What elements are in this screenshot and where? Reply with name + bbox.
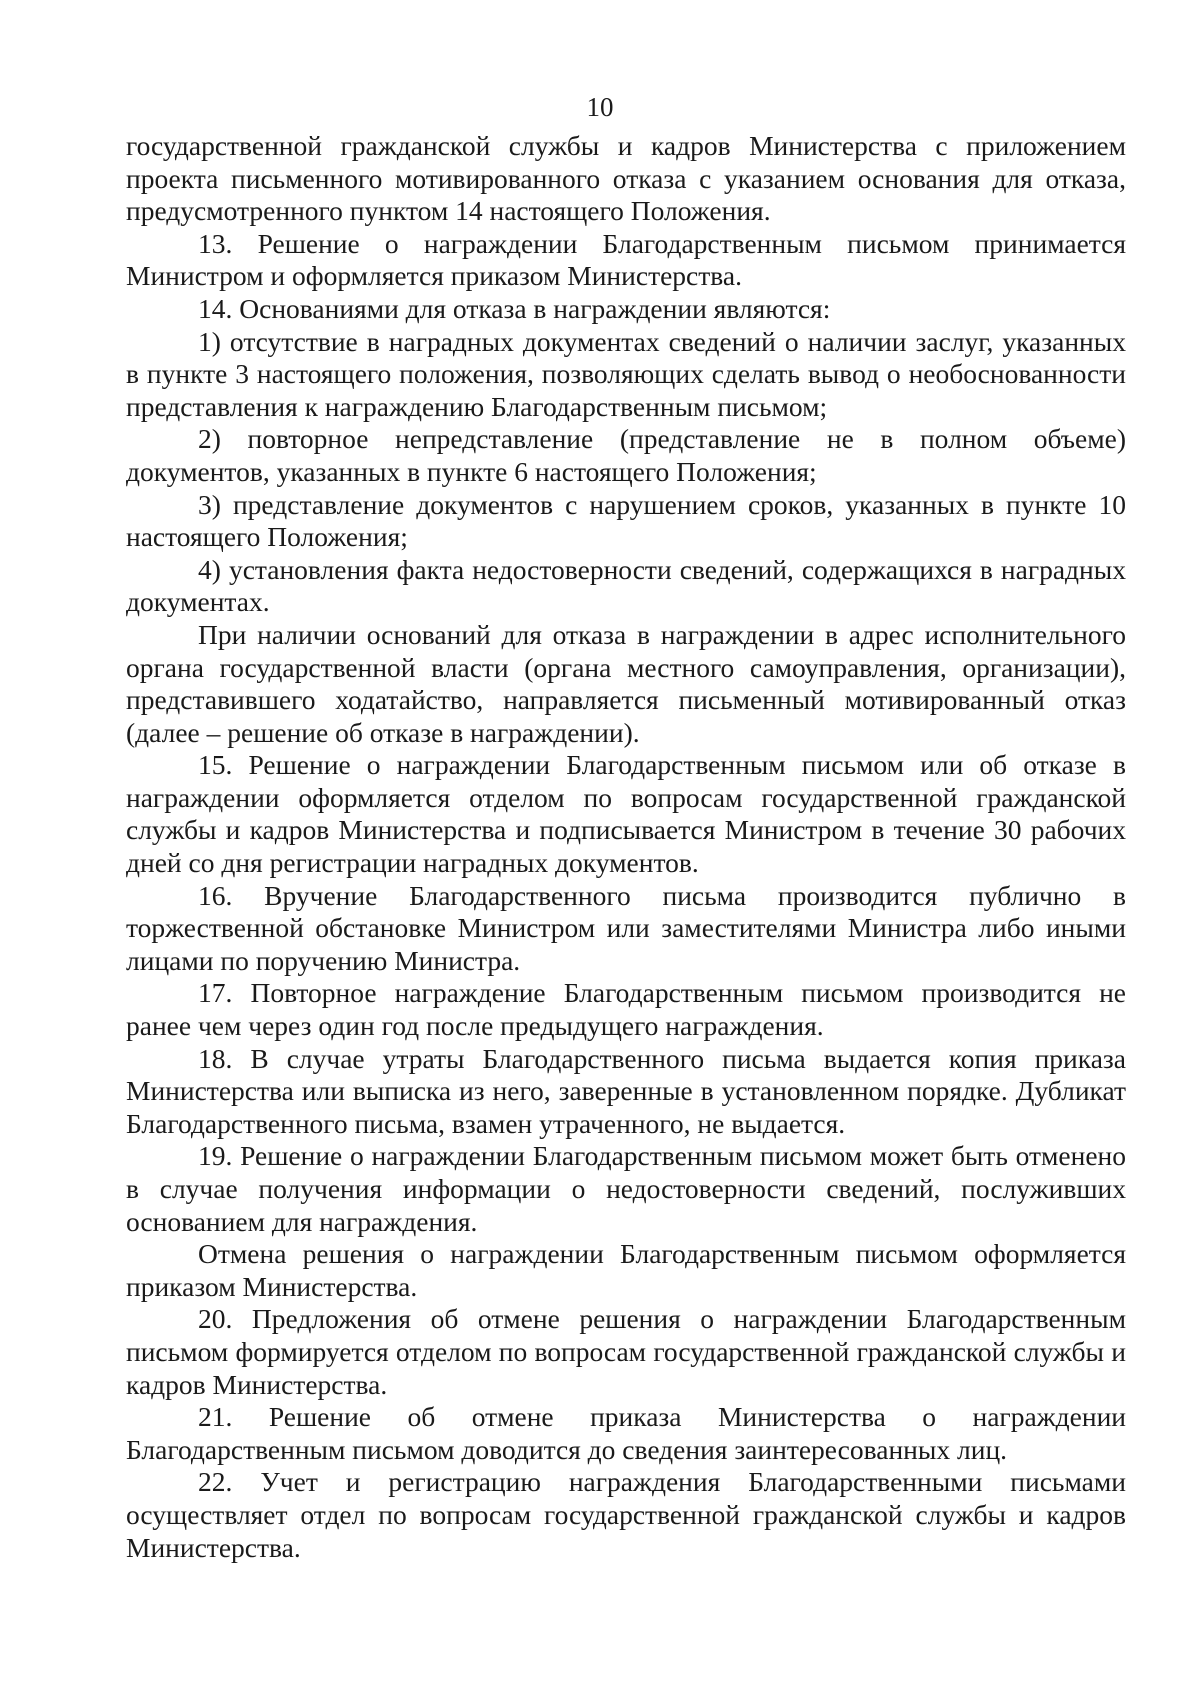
paragraph-18: 18. В случае утраты Благодарственного письма выдается копия приказа Министерства или выписка из него, заверенные в установленном порядке. Дубликат Благодарственного письма, взамен утраченного, не выдается. xyxy=(126,1042,1126,1139)
list-item-14-3: 3) представление документов с нарушением сроков, указанных в пункте 10 настоящего Положения; xyxy=(126,488,1126,553)
paragraph-16: 16. Вручение Благодарственного письма производится публично в торжественной обстановке Министром или заместителями Министра либо иными лицами по поручению Министра. xyxy=(126,879,1126,976)
paragraph-13: 13. Решение о награждении Благодарственным письмом принимается Министром и оформляется приказом Министерства. xyxy=(126,227,1126,292)
paragraph-15: 15. Решение о награждении Благодарственным письмом или об отказе в награждении оформляется отделом по вопросам государственной гражданской службы и кадров Министерства и подписывается Министром в течение 30 рабочих дней со дня регистрации наградных документов. xyxy=(126,749,1126,879)
document-body xyxy=(126,130,1126,1564)
list-item-14-2: 2) повторное непредставление (представление не в полном объеме) документов, указанных в пункте 6 настоящего Положения; xyxy=(126,423,1126,487)
list-item-14-4: 4) установления факта недостоверности сведений, содержащихся в наградных документах. xyxy=(126,553,1126,618)
paragraph-19: 19. Решение о награждении Благодарственным письмом может быть отменено в случае получения информации о недостоверности сведений, послуживших основанием для награждения. xyxy=(126,1140,1126,1237)
page-number: 10 xyxy=(586,92,614,122)
paragraph-cancellation: Отмена решения о награждении Благодарственным письмом оформляется приказом Министерства. xyxy=(126,1238,1126,1302)
paragraph-14: 14. Основаниями для отказа в награждении являются: xyxy=(198,292,831,324)
paragraph-22: 22. Учет и регистрацию награждения Благодарственными письмами осуществляет отдел по вопросам государственной гражданской службы и кадров Министерства. xyxy=(126,1466,1126,1563)
paragraph-17: 17. Повторное награждение Благодарственным письмом производится не ранее чем через один год после предыдущего награждения. xyxy=(126,977,1126,1042)
list-item-14-1: 1) отсутствие в наградных документах сведений о наличии заслуг, указанных в пункте 3 настоящего положения, позволяющих сделать вывод о необоснованности представления к награждению Благодарственным письмом; xyxy=(126,325,1126,422)
paragraph-21: 21. Решение об отмене приказа Министерства о награждении Благодарственным письмом доводится до сведения заинтересованных лиц. xyxy=(126,1401,1126,1465)
paragraph-continuation: государственной гражданской службы и кадров Министерства с приложением проекта письменного мотивированного отказа с указанием основания для отказа, предусмотренного пунктом 14 настоящего Положения. xyxy=(126,130,1126,227)
paragraph-refusal-notice: При наличии оснований для отказа в награждении в адрес исполнительного органа государственной власти (органа местного самоуправления, организации), представившего ходатайство, направляется письменный мотивированный отказ (далее – решение об отказе в награждении). xyxy=(126,618,1126,748)
paragraph-20: 20. Предложения об отмене решения о награждении Благодарственным письмом формируется отделом по вопросам государственной гражданской службы и кадров Министерства. xyxy=(126,1303,1126,1400)
